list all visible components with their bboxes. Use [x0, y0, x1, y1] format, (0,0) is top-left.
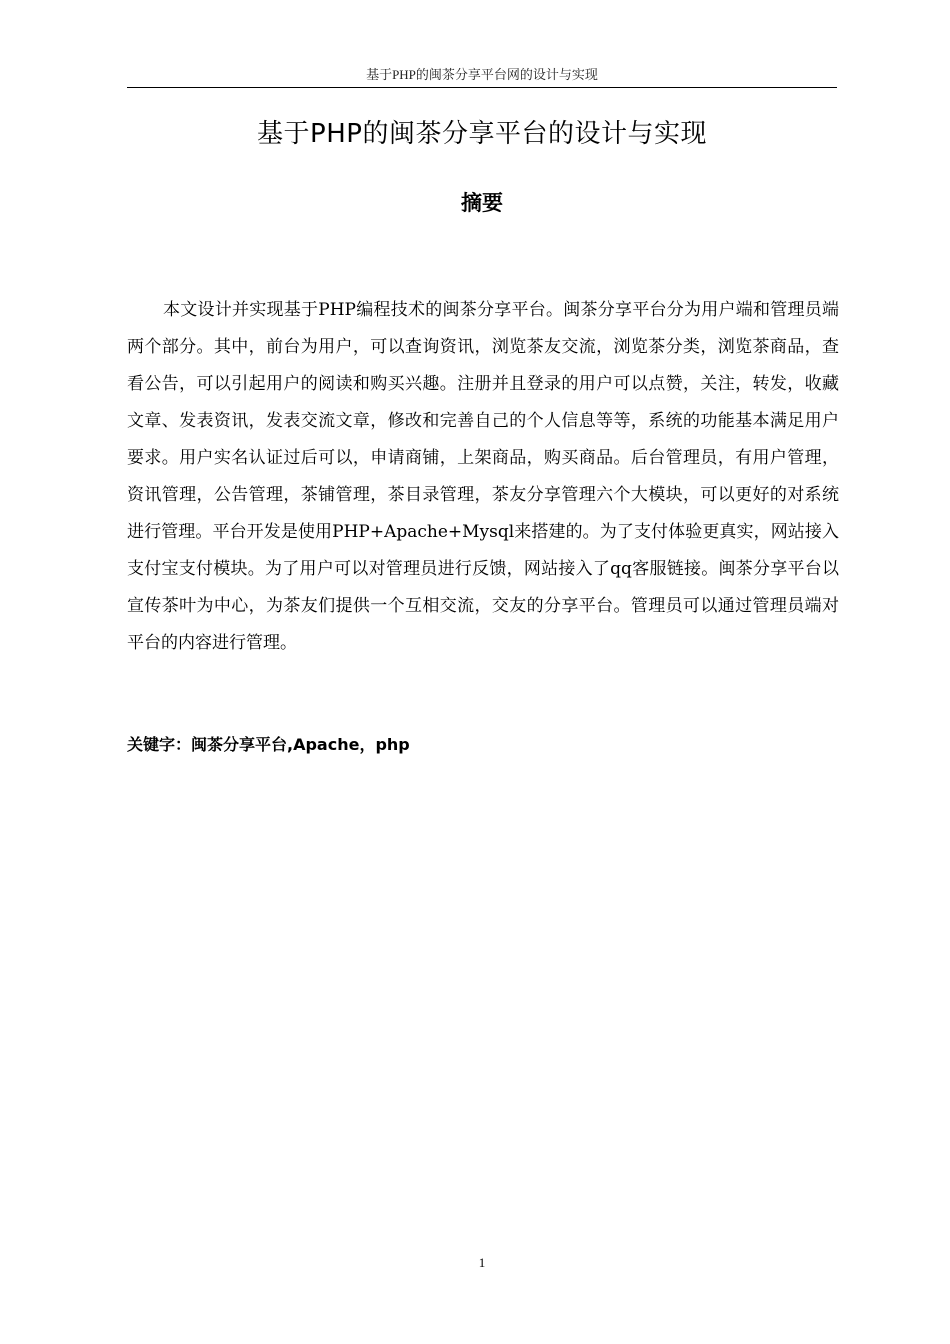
document-title: 基于PHP的闽茶分享平台的设计与实现	[257, 119, 707, 149]
keywords-line: 关键字：闽茶分享平台,Apache，php	[127, 735, 410, 754]
abstract-paragraph: 本文设计并实现基于PHP编程技术的闽茶分享平台。闽茶分享平台分为用户端和管理员端两个部分。其中，前台为用户，可以查询资讯，浏览茶友交流，浏览茶分类，浏览茶商品，查看公告，可以引起用户的阅读和购买兴趣。注册并且登录的用户可以点赞，关注，转发，收藏文章、发表资讯，发表交流文章，修改和完善自己的个人信息等等，系统的功能基本满足用户要求。用户实名认证过后可以，申请商铺，上架商品，购买商品。后台管理员，有用户管理，资讯管理，公告管理，茶铺管理，茶目录管理，茶友分享管理六个大模块，可以更好的对系统进行管理。平台开发是使用PHP+Apache+Mysql来搭建的。为了支付体验更真实，网站接入支付宝支付模块。为了用户可以对管理员进行反馈，网站接入了qq客服链接。闽茶分享平台以宣传茶叶为中心，为茶友们提供一个互相交流，交友的分享平台。管理员可以通过管理员端对平台的内容进行管理。	[127, 300, 839, 653]
abstract-heading: 摘要	[461, 191, 503, 215]
page-number: 1	[478, 1255, 486, 1270]
header-divider	[127, 87, 837, 88]
running-header: 基于PHP的闽茶分享平台网的设计与实现	[366, 67, 598, 82]
